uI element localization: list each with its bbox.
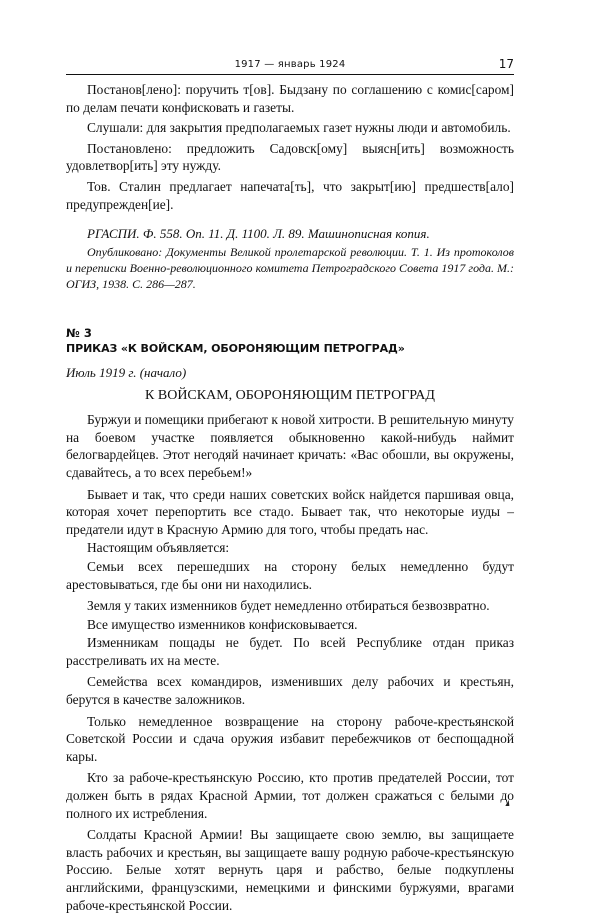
order-paragraph: Все имущество изменников конфисковывается. xyxy=(87,616,358,632)
order-paragraph: Только немедленное возвращение на сторону рабоче-крестьянской Советской России и сдача оружия избавит перебежчиков от беспощадной кары. xyxy=(66,713,514,764)
order-paragraph: Изменникам пощады не будет. По всей Республике отдан приказ расстреливать их на месте. xyxy=(66,635,514,668)
order-text xyxy=(66,411,514,914)
order-paragraph: Семьи всех перешедших на сторону белых немедленно будут арестовываться, где бы они ни находились. xyxy=(66,558,514,592)
order-paragraph: Кто за рабоче-крестьянскую Россию, кто против предателей России, тот должен быть в рядах Красной Армии, тот должен сражаться с белыми до полного их истребления. xyxy=(66,770,514,821)
running-head xyxy=(66,56,514,75)
document-date: Июль 1919 г. (начало) xyxy=(66,365,187,381)
protocol-excerpt xyxy=(66,81,514,213)
protocol-paragraph: Слушали: для закрытия предполагаемых газет нужны люди и автомобиль. xyxy=(87,120,511,136)
protocol-paragraph: Постанов[лено]: поручить т[ов]. Быдзану по соглашению с комис[саром] по делам печати конфисковать и газеты. xyxy=(66,82,514,115)
page-number: 17 xyxy=(498,57,514,71)
source-citation xyxy=(66,225,514,292)
order-paragraph: Буржуи и помещики прибегают к новой хитрости. В решительную минуту на боевом участке появляется обыкновенно какой-нибудь наймит белогвардейцев. Этот негодяй начинает кричать: «Вас обошли, вы окружены, сдавайтесь, а то всех перебьем!» xyxy=(66,412,514,480)
order-paragraph: Земля у таких изменников будет немедленно отбираться безвозвратно. xyxy=(87,598,490,614)
document-number: № 3 xyxy=(66,326,92,341)
document-title: ПРИКАЗ «К ВОЙСКАМ, ОБОРОНЯЮЩИМ ПЕТРОГРАД» xyxy=(66,342,405,356)
archive-reference: РГАСПИ. Ф. 558. Оп. 11. Д. 1100. Л. 89. Машинописная копия. xyxy=(87,226,430,242)
book-page xyxy=(66,56,514,915)
order-heading: К ВОЙСКАМ, ОБОРОНЯЮЩИМ ПЕТРОГРАД xyxy=(145,388,435,404)
order-paragraph: Настоящим объявляется: xyxy=(87,540,230,556)
order-paragraph: Семейства всех командиров, изменивших делу рабочих и крестьян, берутся в качестве заложников. xyxy=(66,674,514,708)
publication-reference: Опубликовано: Документы Великой пролетарской революции. Т. 1. Из протоколов и переписки Военно-революционного комитета Петроградского Совета 1917 года. М.: ОГИЗ, 1938. С. 286—287. xyxy=(66,245,514,292)
protocol-paragraph: Тов. Сталин предлагает напечата[ть], что закрыт[ию] предшеств[ало] предупрежден[ие]. xyxy=(66,178,514,212)
running-head-title: 1917 — январь 1924 xyxy=(234,59,346,70)
protocol-paragraph: Постановлено: предложить Садовск[ому] выясн[ить] возможность удовлетвор[ить] эту нужду. xyxy=(66,140,514,174)
order-paragraph: Солдаты Красной Армии! Вы защищаете свою землю, вы защищаете власть рабочих и крестьян, вы защищаете вашу родную рабоче-крестьянскую Россию. Белые хотят вернуть царя и рабство, белые подкуплены английскими, французскими, немецкими и финскими буржуями, врагами рабоче-крестьянской России. xyxy=(66,827,514,913)
order-paragraph: Бывает и так, что среди наших советских войск найдется паршивая овца, которая хочет перепортить все стадо. Бывает так, что некоторые иуды – предатели идут в Красную Армию для того, чтобы предать нас. xyxy=(66,486,514,537)
